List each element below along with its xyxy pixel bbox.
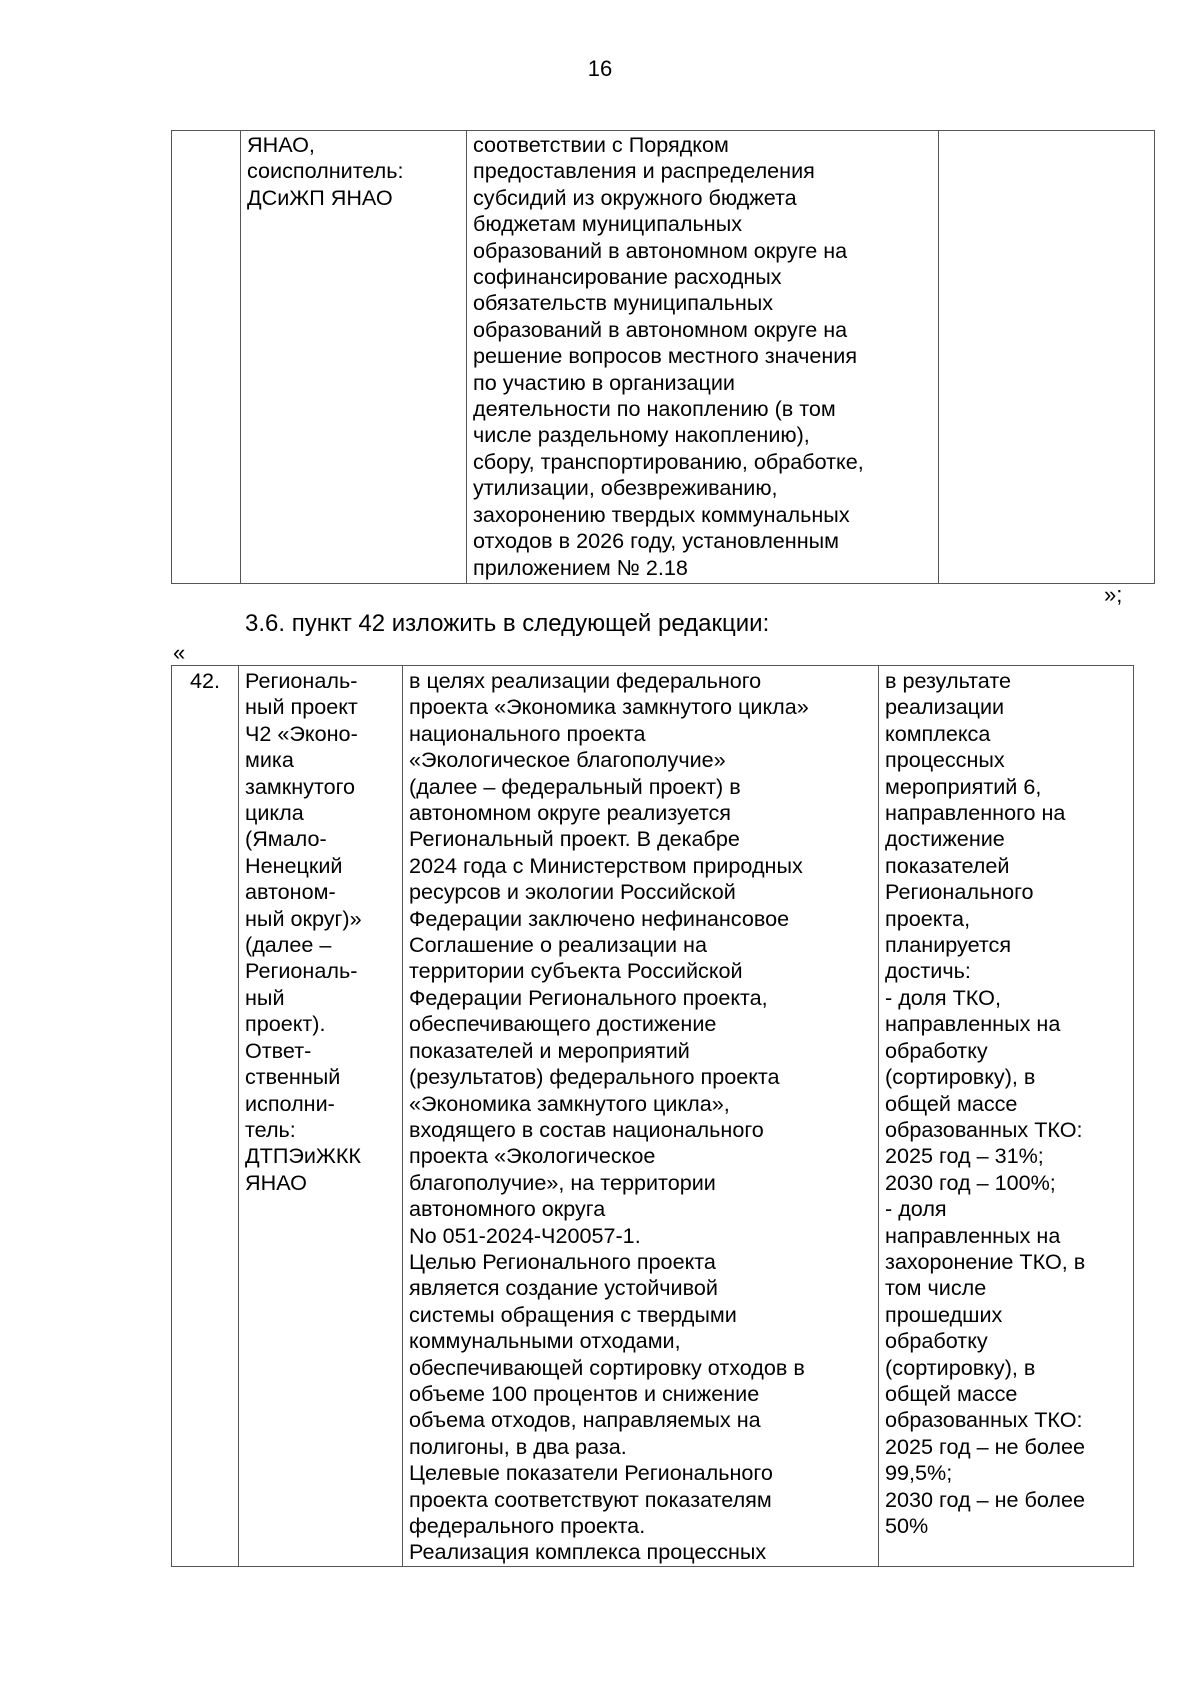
result-cell — [939, 131, 1155, 584]
page-number: 16 — [587, 56, 613, 81]
responsible-text: Региональ- ный проект Ч2 «Эконо- мика замкнутого цикла (Ямало- Ненецкий автоном- ный округ)» (далее – Региональ- ный проект). Ответ- ственный исполни- тель: ДТПЭиЖКК ЯНАО — [245, 668, 362, 1195]
description-text: соответствии с Порядком предоставления и распределения субсидий из окружного бюджета бюджетам муниципальных образований в автономном округе на софинансирование расходных обязательств муниципальных образований в автономном округе на решение вопросов местного значения по участию в организации деятельности по накоплению (в том числе раздельному накоплению), сбору, транспортированию, обработке, утилизации, обезвреживанию, захоронению твердых коммунальных отходов в 2026 году, установленным приложением № 2.18 — [473, 132, 864, 580]
item-number: 42. — [189, 668, 221, 693]
result-cell — [879, 666, 1134, 1567]
closing-quote: »; — [1104, 582, 1123, 607]
number-cell — [172, 666, 239, 1567]
responsible-cell — [241, 131, 467, 584]
responsible-cell — [239, 666, 403, 1567]
number-cell — [172, 131, 241, 584]
table-row — [172, 666, 1134, 1567]
opening-quote: « — [173, 640, 186, 665]
description-cell — [403, 666, 879, 1567]
table-row — [172, 131, 1155, 584]
amendment-instruction: 3.6. пункт 42 изложить в следующей редакции: — [245, 610, 770, 637]
description-cell — [467, 131, 939, 584]
responsible-text: ЯНАО, соисполнитель: ДСиЖП ЯНАО — [247, 132, 404, 210]
continued-table — [171, 130, 1155, 584]
description-text: в целях реализации федерального проекта «Экономика замкнутого цикла» национального проекта «Экологическое благополучие» (далее – федеральный проект) в автономном округе реализуется Региональный проект. В декабре 2024 года с Министерством природных ресурсов и экологии Российской Федерации заключено нефинансовое Соглашение о реализации на территории субъекта Российской Федерации Регионального проекта, обеспечивающего достижение показателей и мероприятий (результатов) федерального проекта «Экономика замкнутого цикла», входящего в состав национального проекта «Экологическое благополучие», на территории автономного округа No 051-2024-Ч20057-1. Целью Регионального проекта является создание устойчивой системы обращения с твердыми коммунальными отходами, обеспечивающей сортировку отходов в объеме 100 процентов и снижение объема отходов, направляемых на полигоны, в два раза. Целевые показатели Регионального проекта соответствуют показателям федерального проекта. Реализация комплекса процессных — [409, 668, 809, 1565]
result-text: в результате реализации комплекса процессных мероприятий 6, направленного на достижение показателей Регионального проекта, планируется достичь: - доля ТКО, направленных на обработку (сортировку), в общей массе образованных ТКО: 2025 год – 31%; 2030 год – 100%; - доля направленных на захоронение ТКО, в том числе прошедших обработку (сортировку), в общей массе образованных ТКО: 2025 год – не более 99,5%; 2030 год – не более 50% — [885, 668, 1086, 1538]
amended-table — [171, 665, 1134, 1567]
